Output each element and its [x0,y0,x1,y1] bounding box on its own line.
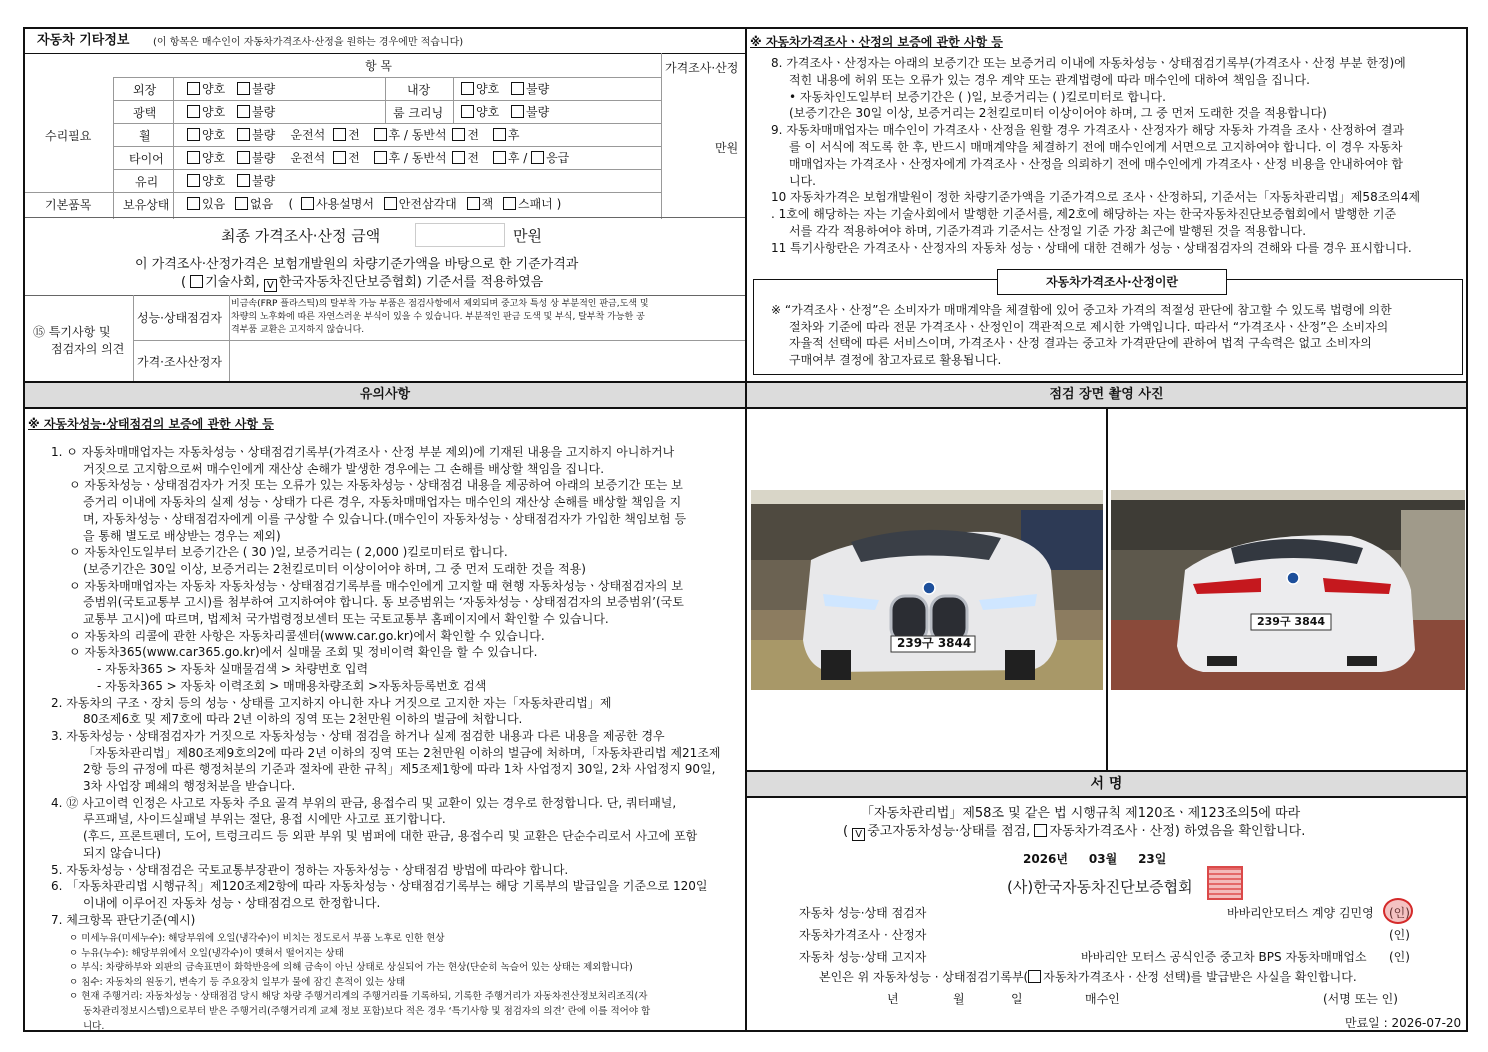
signature-section [745,770,1468,1032]
rear-plate-text: 239구 3844 [1257,615,1326,628]
special-notes-label-1: ⑮ 특기사항 및 [33,325,111,339]
text-line: 5. 자동차성능ㆍ상태점검은 국토교통부장관이 정하는 자동차성능ㆍ상태점검 방법에 따라야 합니다. [51,862,569,877]
front-car-photo [751,490,1103,690]
text-line: 1. ㅇ 자동차매매업자는 자동차성능ㆍ상태점검기록부(가격조사ㆍ산정 부분 제외)에 기재된 내용을 고지하지 아니하거나 [51,445,675,459]
price-inspector-label: 가격·조사산정자 [137,355,222,369]
wheel-options[interactable]: 양호 불량 운전석 전 후 / 동반석 전 후 [187,128,519,142]
text-line: 3차 사업장 폐쇄의 행정처분을 받습니다. [83,779,296,793]
text-line: ㅇ 자동차의 리콜에 관한 사항은 자동차리콜센터(www.car.go.kr)에서 확인할 수 있습니다. [69,628,545,643]
exterior-label: 외장 [133,83,157,97]
text-line: 니다. [83,1020,105,1032]
notes-header: 유의사항 [25,383,745,409]
checkbox[interactable] [384,197,397,210]
room-cleaning-label: 룸 크리닝 [393,106,444,120]
notes-section [23,381,747,1032]
other-vehicle-info-section [23,27,747,383]
signature-header: 서 명 [747,772,1466,798]
inspector-opinion-line: 비금속(FRP 플라스틱)의 탈부착 가능 부품은 점검사항에서 제외되며 중고차 특성 상 부분적인 판금,도색 및 [231,299,649,309]
checkbox[interactable] [1028,970,1041,983]
text-line: 를 이 서식에 적도록 한 후, 반드시 매매계약을 체결하기 전에 매수인에게 서면으로 고지하여야 합니다. 이 경우 자동차 [789,140,1403,154]
repair-needed-label: 수리필요 [45,129,92,143]
inspector-opinion-line: 격부품 교환은 고지하지 않습니다. [231,325,365,335]
text-line: 동차관리정보시스템)으로부터 받은 주행거리(주행거리계 교체 정보 포함)보다 적은 경우 ‘특기사항 및 점검자의 의견’ 란에 이를 적어야 합 [83,1006,651,1017]
text-line: 7. 체크항목 판단기준(예시) [51,912,196,927]
price-guarantee-section [745,27,1468,383]
section-title: 자동차 기타정보 [37,33,130,48]
expiry-date: 만료일 : 2026-07-20 [1345,1016,1462,1030]
inspector-label: 성능·상태점검자 [137,311,222,325]
text-line: ※ “가격조사ㆍ산정”은 소비자가 매매계약을 체결함에 있어 중고차 가격의 적절성 판단에 참고할 수 있도록 법령에 의한 [771,303,1392,317]
photos-section [745,381,1468,772]
checkbox[interactable] [187,128,200,141]
issue-date: 2026년 03월 23일 [1023,852,1167,866]
interior-label: 내장 [407,83,431,97]
checkbox[interactable] [237,82,250,95]
checkbox[interactable] [187,151,200,164]
text-line: 며, 자동차성능ㆍ상태점검자에게 이를 구상할 수 있습니다.(매수인이 자동차성능ㆍ상태점검자가 가입한 책임보험 등 [83,511,687,526]
text-line: (보증기간은 30일 이상, 보증거리는 2천킬로미터 이상이어야 하며, 그 중 먼저 도래한 것을 적용합니다) [789,106,1327,121]
column-item-header: 항 목 [365,59,392,73]
tire-label: 타이어 [129,152,164,166]
inspector-opinion-line: 차량의 노후화에 따른 자연스러운 부식이 있을 수 있습니다. 부분적인 판금 도색 및 부식, 탈부착 가능한 공 [231,312,645,322]
confirmation-line: ( V 중고자동차성능·상태를 점검, 자동차가격조사 · 산정) 하였음을 확인합니다. [843,824,1306,840]
checkbox[interactable] [511,82,524,95]
checkbox[interactable] [235,197,248,210]
price-unit: 만원 [715,141,739,155]
text-line: ㅇ 부식: 차량하부와 외판의 금속표면이 화학반응에 의해 금속이 아닌 상태로 상실되어 가는 현상(단순히 녹슬어 있는 상태는 제외합니다) [69,962,633,974]
checkbox[interactable] [503,197,516,210]
text-line: 적힌 내용에 허위 또는 오류가 있는 경우 계약 또는 관계법령에 따라 매수인에 대하여 책임을 집니다. [789,72,1310,87]
text-line: 11 특기사항란은 가격조사ㆍ산정자의 자동차 성능ㆍ상태에 대한 견해가 성능ㆍ상태점검자의 견해와 다를 경우 표시합니다. [771,240,1412,255]
text-line: . 1호에 해당하는 자는 기술사회에서 발행한 기준서를, 제2호에 해당하는 자는 한국자동차진단보증협회에서 발행한 기준 [771,207,1397,222]
text-line: 교통부 고시)에 따르며, 법제처 국가법령정보센터 또는 국토교통부 홈페이지에서 확인할 수 있습니다. [83,612,609,626]
text-line: ㅇ 자동차인도일부터 보증기간은 ( 30 )일, 보증거리는 ( 2,000 )킬로미터로 합니다. [69,545,508,560]
notifier-label: 자동차 성능·상태 고지자 [799,950,927,964]
checkbox[interactable] [461,105,474,118]
legal-basis-line: 「자동차관리법」제58조 및 같은 법 시행규칙 제120조ㆍ제123조의5에 따라 [861,806,1301,821]
text-line: 이내에 이루어진 자동차 성능ㆍ상태점검으로 한정합니다. [83,895,381,910]
text-line: 니다. [789,173,816,188]
text-line: 증거리 이내에 자동차의 실제 성능ㆍ상태가 다른 경우, 자동차매매업자는 매수인의 재산상 손해를 배상할 책임을 지 [83,495,682,510]
text-line: 루프패널, 사이드실패널 부위는 절단, 용접 시에만 사고로 표기합니다. [83,812,446,827]
text-line: ㅇ 현재 주행거리: 자동차성능ㆍ상태점검 당시 해당 차량 주행거리계의 주행거리를 기록하되, 기록한 주행거리가 자동차전산정보처리조직(자 [69,991,648,1003]
text-line: 증범위(국토교통부 고시)를 첨부하여 고지하여야 합니다. 동 보증범위는 ‘자동차성능ㆍ상태점검자의 보증범위’(국토 [83,595,684,610]
checkbox[interactable] [237,174,250,187]
basis-line-2: ( 기술사회, V 한국자동차진단보증협회) 기준서를 적용하였음 [181,275,544,291]
notes-title: ※ 자동차성능·상태점검의 보증에 관한 사항 등 [28,417,274,431]
text-line: - 자동차365 > 자동차 실매물검색 > 차량번호 입력 [97,662,369,677]
text-line: ㅇ 미세누유(미세누수): 해당부위에 오일(냉각수)이 비치는 정도로서 부품 노후로 인한 현상 [69,933,445,944]
section-title-note: (이 항목은 매수인이 자동차가격조사·산정을 원하는 경우에만 적습니다) [153,37,464,48]
text-line: 서를 각각 적용하여야 하며, 기준가격과 기준서는 산정일 기준 가장 최근에 발행된 것을 적용합니다. [789,224,1307,238]
checkbox[interactable] [237,105,250,118]
text-line: 10 자동차가격은 보험개발원이 정한 차량기준가액을 기준가격으로 조사ㆍ산정하되, 기준서는「자동차관리법」제58조의4제 [771,190,1421,205]
text-line: 9. 자동차매매업자는 매수인이 가격조사ㆍ산정을 원할 경우 가격조사ㆍ산정자가 해당 자동차 가격을 조사ㆍ산정하여 결과 [771,123,1405,138]
text-line: 6. 「자동차관리법 시행규칙」제120조제2항에 따라 자동차성능ㆍ상태점검기록부는 해당 기록부의 발급일을 기준으로 120일 [51,879,708,894]
room-cleaning-options[interactable]: 양호 불량 [461,105,549,119]
checkbox[interactable] [511,105,524,118]
checkbox-checked[interactable]: V [852,828,865,841]
text-line: (후드, 프론트펜더, 도어, 트렁크리드 등 외판 부위 및 범퍼에 대한 판금, 용접수리 및 교환은 단순수리로서 사고에 포함 [83,829,698,844]
checkbox[interactable] [187,82,200,95]
checkbox[interactable] [333,151,346,164]
organization-seal [1207,866,1243,900]
text-line: 절차와 기준에 따라 전문 가격조사ㆍ산정인이 객관적으로 제시한 가액입니다. 따라서 “가격조사ㆍ산정”은 소비자의 [789,319,1389,334]
checkbox[interactable] [452,128,465,141]
checkbox-checked[interactable]: V [264,279,277,292]
gloss-label: 광택 [133,106,157,120]
checkbox[interactable] [461,82,474,95]
final-amount-field[interactable] [415,223,505,247]
special-notes-label-2: 점검자의 의견 [51,342,125,356]
text-line: ㅇ 누유(누수): 해당부위에서 오일(냉각수)이 맺혀서 떨어지는 상태 [69,947,344,959]
exterior-options[interactable]: 양호 불량 [187,82,275,96]
inspector-name: 바바리안모터스 계양 김민영 [1227,906,1374,920]
text-line: 2항 등의 규정에 따른 행정처분의 기준과 절차에 관한 규칙」제5조제1항에 따라 1차 사업정지 30일, 2차 사업정지 90일, [83,762,716,777]
rear-car-photo [1111,490,1465,690]
possession-options[interactable]: 있음 없음 ( 사용설명서 안전삼각대 잭 스패너 ) [187,197,561,211]
checkbox[interactable] [374,151,387,164]
buyer-label: 매수인 [1085,992,1120,1006]
text-line: 4. ⑫ 사고이력 인정은 사고로 자동차 주요 골격 부위의 판금, 용접수리 및 교환이 있는 경우로 한정합니다. 단, 쿼터패널, [51,795,677,810]
wheel-label: 휠 [139,129,151,143]
text-line: (보증기간은 30일 이상, 보증거리는 2천킬로미터 이상이어야 하며, 그 중 먼저 도래한 것을 적용) [83,561,586,576]
checkbox[interactable] [237,128,250,141]
basic-items-label: 기본품목 [45,198,92,212]
column-price-header: 가격조사·산정 [665,61,739,75]
text-line: 80조제6호 및 제7호에 따라 2년 이하의 징역 또는 2천만원 이하의 벌금에 처합니다. [83,712,523,727]
text-line: 8. 가격조사ㆍ산정자는 아래의 보증기간 또는 보증거리 이내에 자동차성능ㆍ상태점검기록부(가격조사ㆍ산정 부분 한정)에 [771,56,1406,70]
checkbox[interactable] [301,197,314,210]
tire-options[interactable]: 양호 불량 운전석 전 후 / 동반석 전 후 / 응급 [187,151,569,165]
issuing-organization: (사)한국자동차진단보증협회 [1007,878,1193,896]
text-line: 되지 않습니다) [83,845,162,860]
possession-label: 보유상태 [123,198,170,212]
buyer-date-day: 일 [1011,992,1023,1006]
glass-options[interactable]: 양호 불량 [187,174,275,188]
checkbox[interactable] [187,105,200,118]
checkbox[interactable] [190,275,203,288]
buyer-signature-field[interactable]: (서명 또는 인) [1323,992,1398,1006]
checkbox[interactable] [333,128,346,141]
buyer-confirmation: 본인은 위 자동차성능 · 상태점검기록부( 자동차가격조사 · 산정 선택)를 발급받은 사실을 확인합니다. [819,970,1357,984]
text-line: 거짓으로 고지함으로써 매수인에게 재산상 손해가 발생한 경우에는 그 손해를 배상할 책임을 집니다. [83,461,605,476]
text-line: - 자동차365 > 자동차 이력조회 > 매매용차량조회 >자동차등록번호 검색 [97,678,487,693]
price-inspector-label: 자동차가격조사 · 산정자 [799,928,927,942]
checkbox[interactable] [187,197,200,210]
glass-label: 유리 [135,175,159,189]
checkbox[interactable] [467,197,480,210]
gloss-options[interactable]: 양호 불량 [187,105,275,119]
checkbox[interactable] [374,128,387,141]
checkbox[interactable] [493,151,506,164]
guarantee-title: ※ 자동차가격조사ㆍ산정의 보증에 관한 사항 등 [750,35,1003,49]
text-line: ㅇ 자동차성능ㆍ상태점검자가 거짓 또는 오류가 있는 자동차성능ㆍ상태점검 내용을 제공하여 아래의 보증기간 또는 보 [69,478,683,493]
text-line: ㅇ 자동차365(www.car365.go.kr)에서 실매물 조회 및 정비이력 확인을 할 수 있습니다. [69,645,538,660]
inspector-seal: (인) [1389,906,1410,920]
text-line: 구매여부 결정에 참고자료로 활용됩니다. [789,352,1002,367]
front-plate-text: 239구 3844 [897,636,972,650]
inspector-label: 자동차 성능·상태 점검자 [799,906,927,920]
buyer-date-year: 년 [887,992,899,1006]
checkbox[interactable] [531,151,544,164]
basis-line-1: 이 가격조사·산정가격은 보험개발원의 차량기준가액을 바탕으로 한 기준가격과 [135,257,579,272]
checkbox[interactable] [237,151,250,164]
text-line: 을 통해 별도로 배상받는 경우는 제외) [83,528,281,543]
final-amount-label: 최종 가격조사·산정 금액 [221,227,381,245]
text-line: ㅇ 침수: 자동차의 원동기, 변속기 등 주요장치 일부가 물에 잠긴 흔적이 있는 상태 [69,976,406,988]
definition-box-title: 자동차가격조사·산정이란 [997,269,1227,295]
checkbox[interactable] [187,174,200,187]
text-line: 3. 자동차성능ㆍ상태점검자가 거짓으로 자동차성능ㆍ상태 점검을 하거나 실제 점검한 내용과 다른 내용을 제공한 경우 [51,728,665,743]
text-line: • 자동차인도일부터 보증기간은 ( )일, 보증거리는 ( )킬로미터로 합니다. [789,89,1166,104]
price-inspector-seal: (인) [1389,928,1410,942]
final-amount-unit: 만원 [513,227,542,245]
notifier-name: 바바리안 모터스 공식인증 중고차 BPS 자동차매매업소 [1081,950,1367,964]
buyer-date-month: 월 [953,992,965,1006]
text-line: 매매업자는 가격조사ㆍ산정자에게 가격조사ㆍ산정을 의뢰하기 전에 매수인에게 가격조사ㆍ산정 비용을 안내하여야 합 [789,156,1403,171]
checkbox[interactable] [1034,824,1047,837]
text-line: ㅇ 자동차매매업자는 자동차 자동차성능ㆍ상태점검기록부를 매수인에게 고지할 때 현행 자동차성능ㆍ상태점검자의 보 [69,578,683,593]
photos-header: 점검 장면 촬영 사진 [747,383,1466,409]
text-line: 2. 자동차의 구조ㆍ장치 등의 성능ㆍ상태를 고지하지 아니한 자나 거짓으로 고지한 자는「자동차관리법」제 [51,695,612,710]
interior-options[interactable]: 양호 불량 [461,82,549,96]
notifier-seal: (인) [1389,950,1410,964]
text-line: 「자동차관리법」제80조제9호의2에 따라 2년 이하의 징역 또는 2천만원 이하의 벌금에 처하며,「자동차관리법 제21조제 [83,745,721,760]
checkbox[interactable] [493,128,506,141]
checkbox[interactable] [452,151,465,164]
text-line: 자율적 선택에 따른 서비스이며, 가격조사ㆍ산정 결과는 중고차 가격판단에 관하여 법적 구속력은 없고 소비자의 [789,336,1372,350]
inspector-stamp [1383,898,1413,924]
